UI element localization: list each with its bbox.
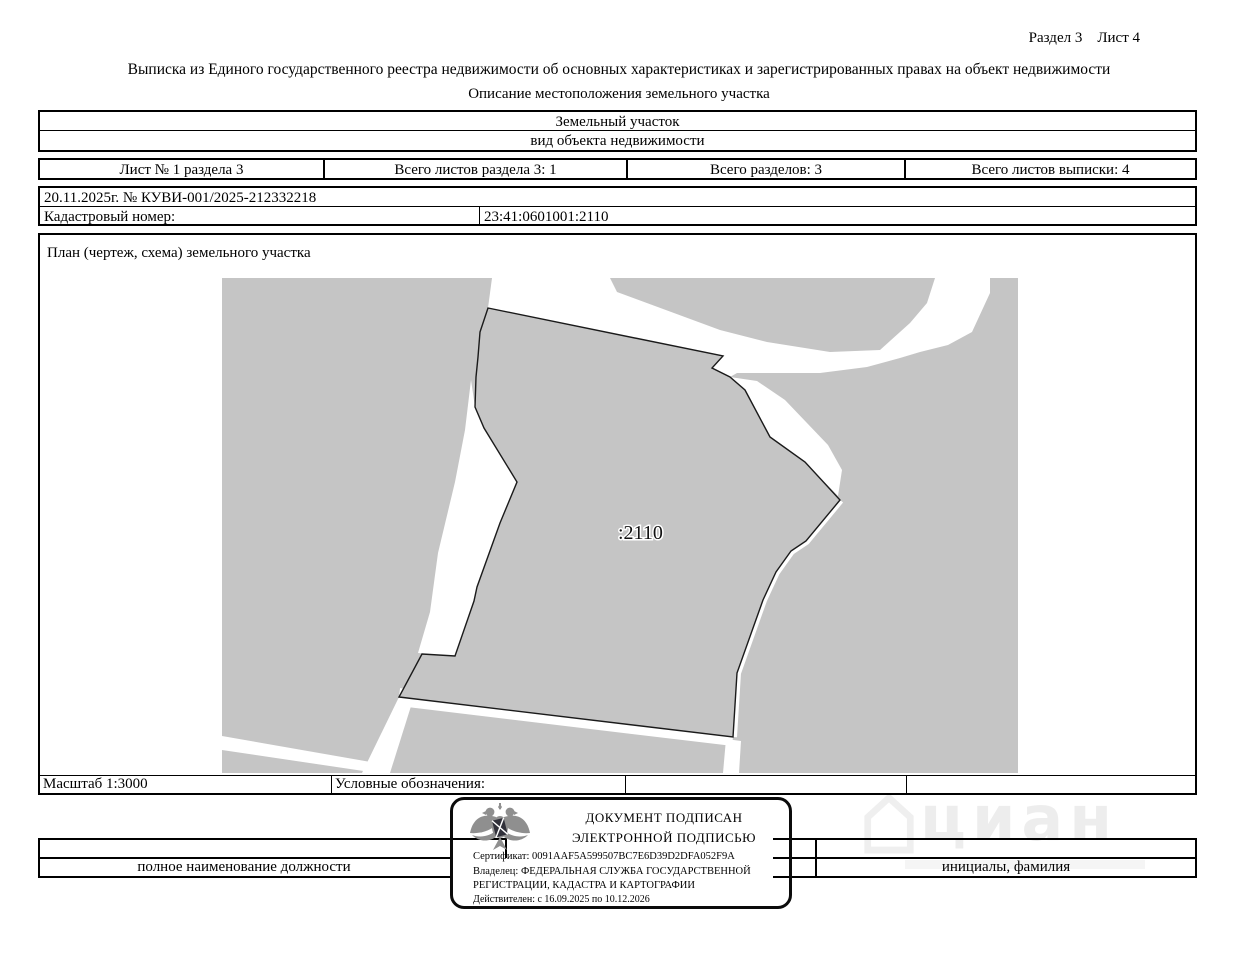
sheet-number-cell: Лист № 1 раздела 3 bbox=[40, 160, 325, 178]
object-type-table bbox=[38, 110, 1197, 152]
stamp-certificate: Сертификат: 0091AAF5A599507BC7E6D39D2DFA052F9A bbox=[473, 851, 735, 862]
signature-line-right-top bbox=[773, 838, 1197, 840]
stamp-title-line1: ДОКУМЕНТ ПОДПИСАН bbox=[585, 810, 743, 825]
rosreestr-emblem-icon bbox=[467, 802, 533, 854]
total-sections-cell: Всего разделов: 3 bbox=[628, 160, 906, 178]
cian-watermark bbox=[860, 782, 1180, 898]
stamp-validity: Действителен: с 16.09.2025 по 10.12.2026 bbox=[473, 894, 650, 905]
object-type-caption-cell: вид объекта недвижимости bbox=[530, 133, 705, 149]
legend-label-cell: Условные обозначения: bbox=[332, 776, 626, 793]
cadastral-number-value-cell: 23:41:0601001:2110 bbox=[484, 209, 609, 225]
house-icon bbox=[860, 790, 918, 856]
parcel-number-label: :2110 bbox=[618, 522, 663, 544]
stamp-owner-line2: РЕГИСТРАЦИИ, КАДАСТРА И КАРТОГРАФИИ bbox=[473, 880, 695, 891]
object-type-value-cell: Земельный участок bbox=[40, 112, 1195, 131]
scale-cell: Масштаб 1:3000 bbox=[40, 776, 332, 793]
road-bottom-vertical bbox=[723, 739, 741, 773]
parcel-plan-map bbox=[222, 278, 1018, 773]
sheets-info-table bbox=[38, 158, 1197, 180]
signature-line-right-bottom bbox=[773, 876, 1197, 878]
section-sheet-header: Раздел 3 Лист 4 bbox=[1028, 30, 1140, 46]
stamp-owner-line1: Владелец: ФЕДЕРАЛЬНАЯ СЛУЖБА ГОСУДАРСТВЕННОЙ bbox=[473, 866, 751, 877]
document-title: Выписка из Единого государственного реестра недвижимости об основных характеристиках и зарегистрированных правах на объект недвижимости bbox=[127, 61, 1111, 78]
request-date-number-cell: 20.11.2025г. № КУВИ-001/2025-212332218 bbox=[40, 188, 1195, 207]
name-label: инициалы, фамилия bbox=[941, 859, 1071, 875]
signature-line-left-top bbox=[38, 838, 507, 840]
stamp-title-line2: ЭЛЕКТРОННОЙ ПОДПИСЬЮ bbox=[572, 830, 756, 845]
watermark-text: циан bbox=[920, 782, 1119, 855]
cadastral-number-label-cell: Кадастровый номер: bbox=[40, 207, 480, 226]
digital-signature-stamp bbox=[450, 797, 792, 909]
request-info-table bbox=[38, 186, 1197, 226]
total-extract-sheets-cell: Всего листов выписки: 4 bbox=[971, 162, 1130, 178]
legend-empty-cell-1 bbox=[626, 776, 907, 793]
parcel-plan-svg bbox=[222, 278, 1018, 773]
position-label: полное наименование должности bbox=[137, 859, 351, 875]
legend-empty-cell-2 bbox=[907, 776, 1195, 793]
signature-line-left-bottom bbox=[38, 876, 450, 878]
document-subtitle: Описание местоположения земельного участка bbox=[468, 86, 770, 102]
plan-footer-row bbox=[40, 775, 1195, 793]
plan-caption: План (чертеж, схема) земельного участка bbox=[47, 245, 311, 261]
total-section-sheets-cell: Всего листов раздела 3: 1 bbox=[325, 160, 628, 178]
